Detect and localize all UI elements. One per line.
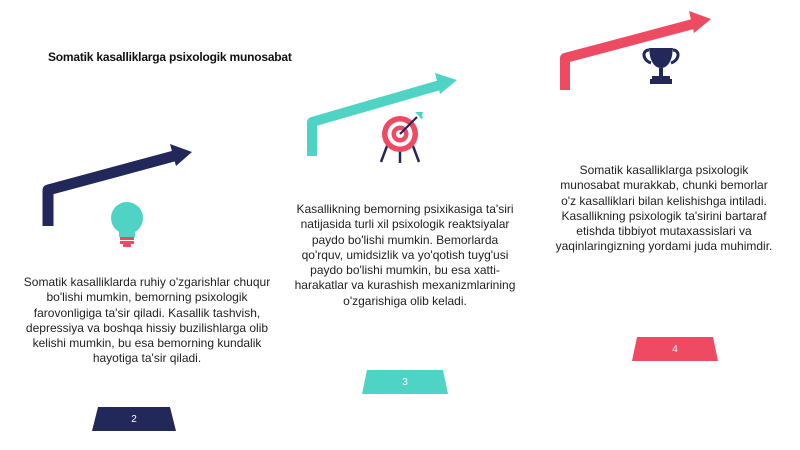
step-3-number: 3 [402,376,408,388]
step-3-description: Kasallikning bemorning psixikasiga ta'siri natijasida turli xil psixologik reaktsiyalar paydo bo'lishi mumkin. Bemorlarda qo'rquv, umidsizlik va yo'qotish tuyg'usi paydo bo'lishi mumkin, bu esa xatti-harakatlar va kurashish mexanizmlarining o'zgarishiga olib keladi. [294,202,516,308]
target-icon [375,110,425,164]
step-4-description: Somatik kasalliklarga psixologik munosabat murakkab, chunki bemorlar o'z kasalliklari bilan kelishishga intiladi. Kasallikning psixologik ta'sirini bartaraf etishda tibbiyot mutaxassislari va yaqinlaringizning yordami juda muhimdir. [555,163,773,254]
step-3-number-plate [362,370,448,394]
step-4-number-plate [632,337,718,361]
step-2-description: Somatik kasalliklarda ruhiy o'zgarishlar chuqur bo'lishi mumkin, bemorning psixologik farovonligiga ta'sir qiladi. Kasallik tashvish, depressiya va boshqa hissiy buzilishlarga olib kelishi mumkin, bu esa bemorning kundalik hayotiga ta'sir qiladi. [23,275,271,366]
lightbulb-icon [109,201,145,249]
step-4-number: 4 [672,343,678,355]
slide-title: Somatik kasalliklarga psixologik munosabat [48,50,292,64]
step-2-number-plate [92,407,176,431]
step-4-arrow [555,10,715,92]
step-2-number: 2 [131,413,137,425]
trophy-icon [640,46,682,86]
